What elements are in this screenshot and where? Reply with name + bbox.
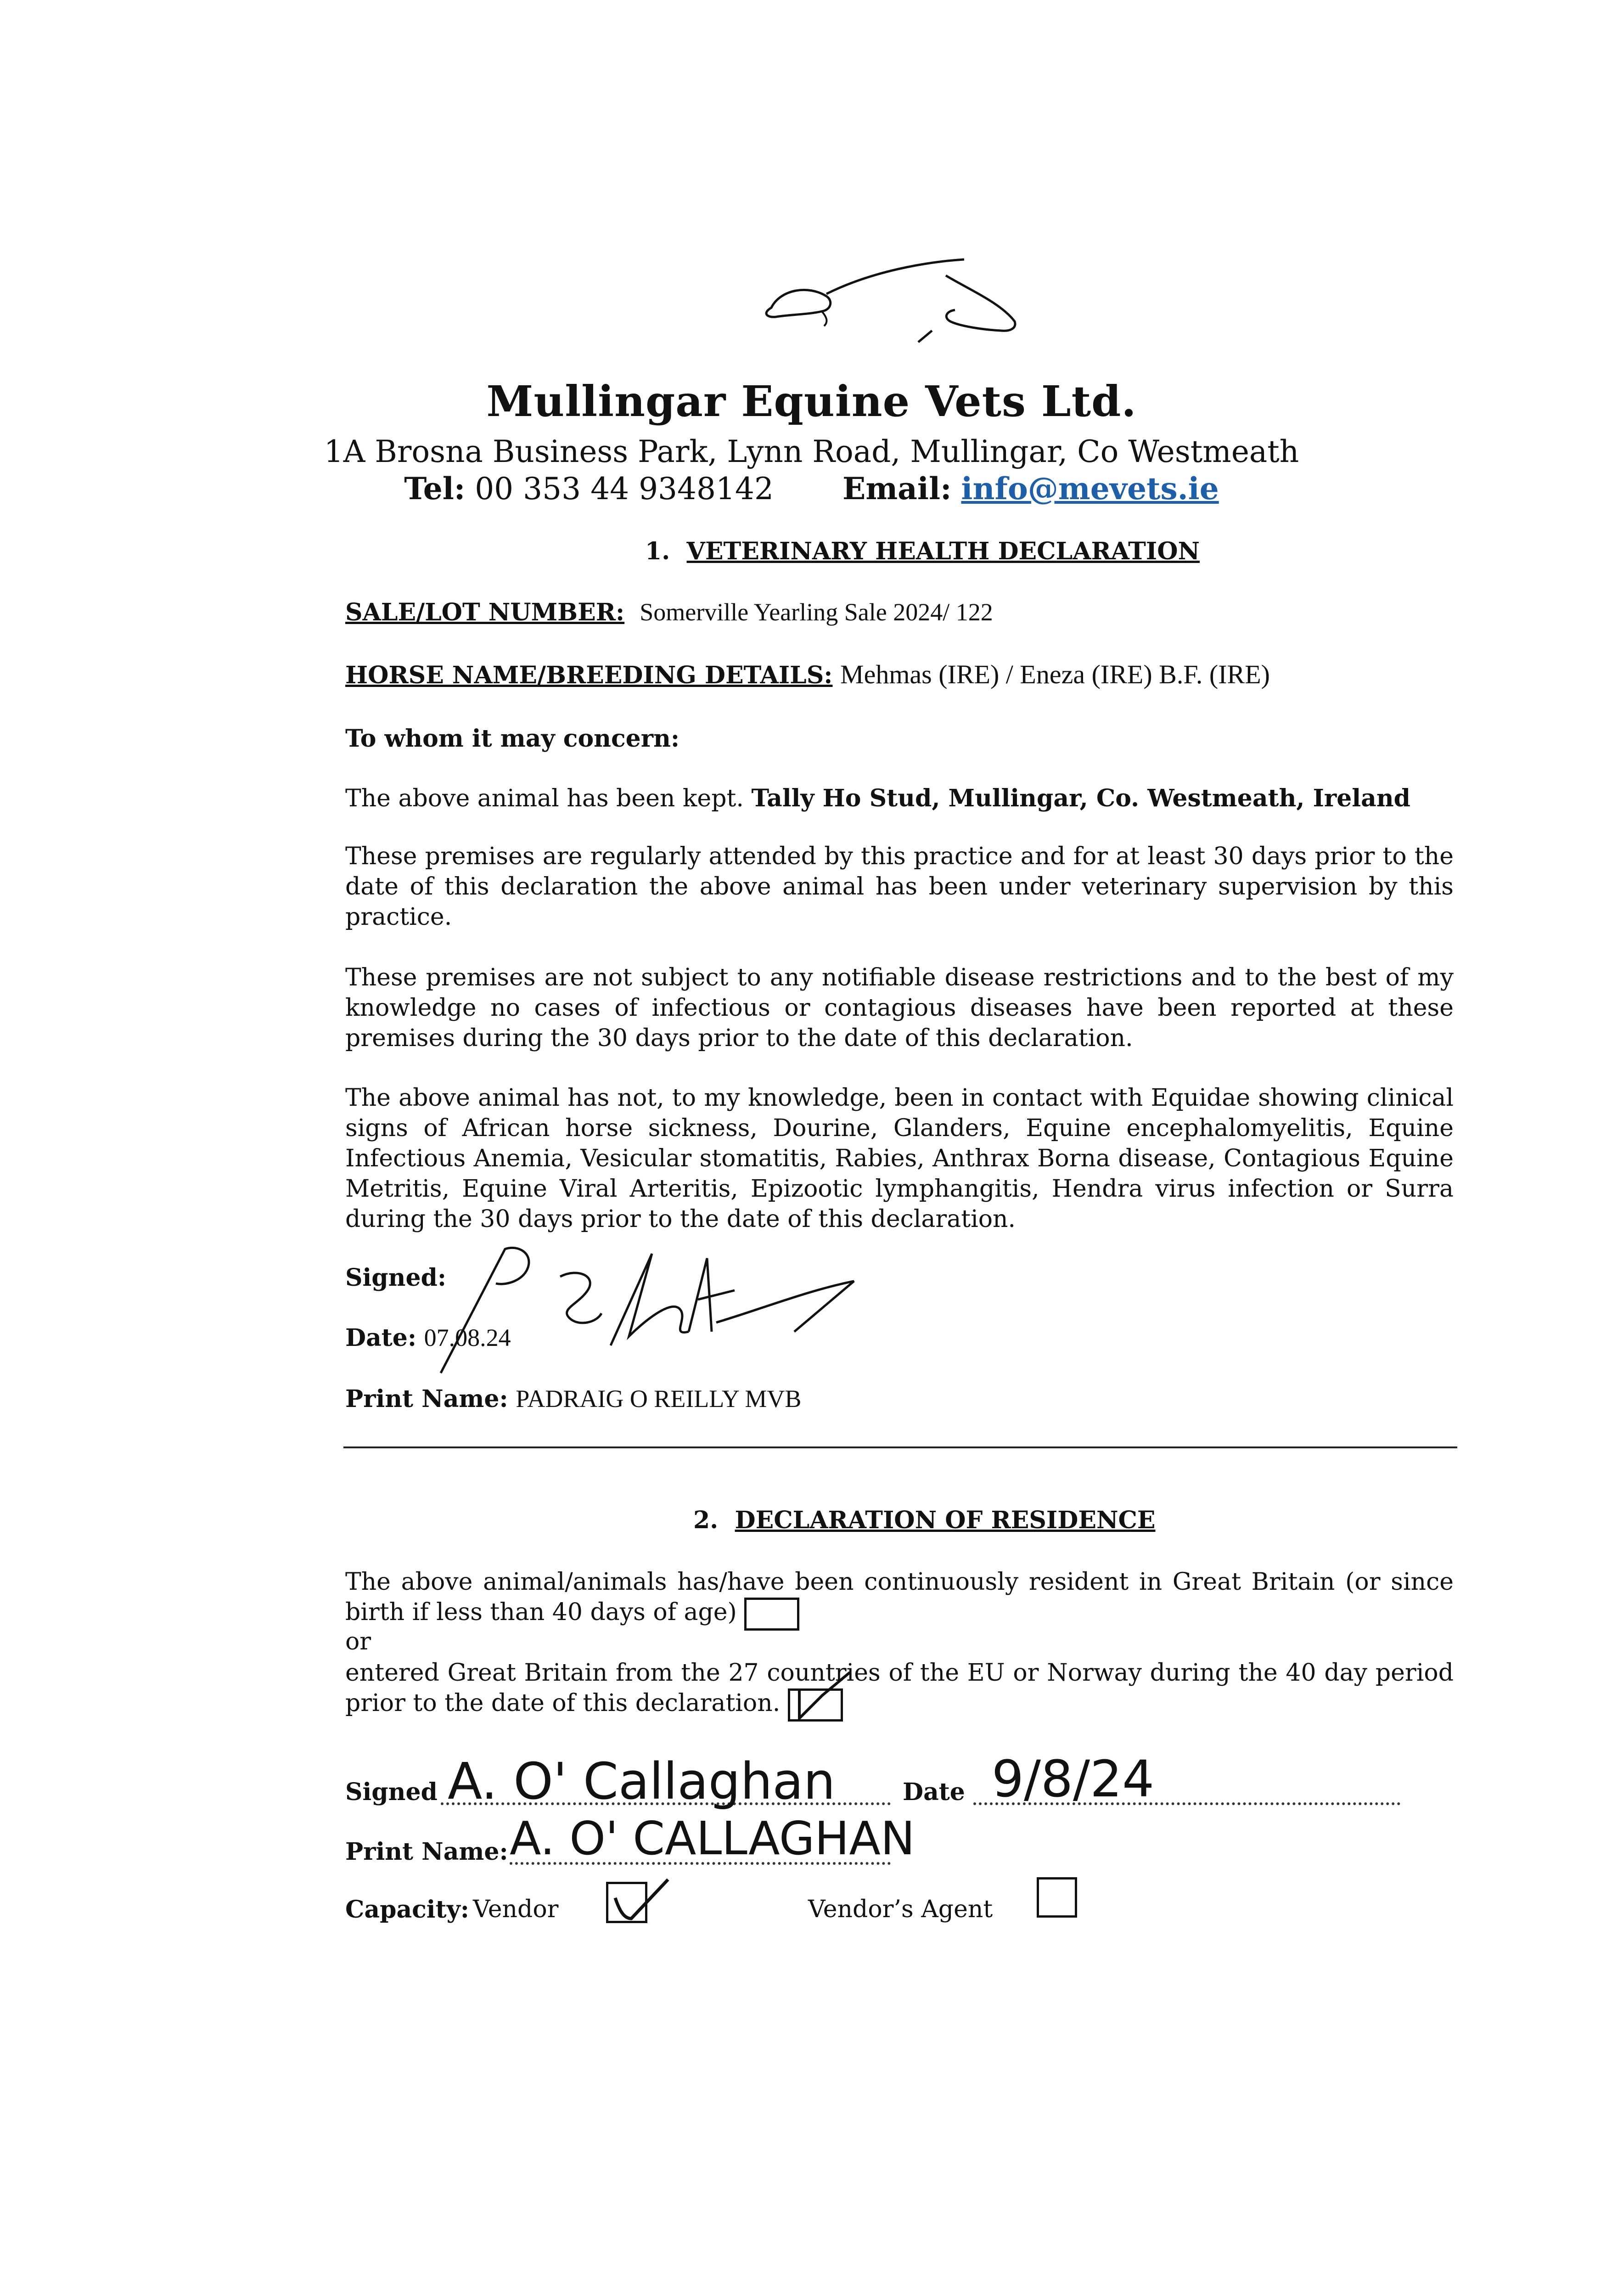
option1-text: The above animal/animals has/have been continuously resident in Great Britain (or since birth if less than 40 days of age)	[345, 1568, 1454, 1626]
vendor-signed-label: Signed	[345, 1778, 438, 1806]
vet-print-name-value: PADRAIG O REILLY MVB	[516, 1385, 802, 1412]
checkmark-icon	[786, 1654, 854, 1723]
vendor-checkbox[interactable]	[606, 1882, 647, 1923]
vendor-date-handwritten: 9/8/24	[992, 1750, 1155, 1808]
vet-print-name-label: Print Name:	[345, 1385, 508, 1413]
section1-heading	[645, 537, 1200, 565]
vendor-option-label: Vendor	[473, 1896, 559, 1923]
email-link[interactable]: info@mevets.ie	[961, 471, 1219, 506]
supervision-paragraph: These premises are regularly attended by this practice and for at least 30 days prior to the date of this declaration the above animal has been under veterinary supervision by this practice.	[345, 843, 1454, 931]
option2-text: entered Great Britain from the 27 countries of the EU or Norway during the 40 day period prior to the date of this declaration.	[345, 1659, 1454, 1717]
agent-checkbox[interactable]	[1037, 1877, 1077, 1918]
salutation: To whom it may concern:	[345, 725, 680, 753]
vet-date-label: Date:	[345, 1324, 417, 1352]
option2-checkbox[interactable]	[788, 1688, 843, 1722]
horse-logo-icon	[753, 257, 1038, 358]
sale-lot-value: Somerville Yearling Sale 2024/ 122	[640, 598, 993, 626]
residence-option2	[345, 1658, 1454, 1722]
restrictions-paragraph: These premises are not subject to any notifiable disease restrictions and to the best of my knowledge no cases of infectious or contagious diseases have been reported at these premises during the 30 days prior to the date of this declaration.	[345, 964, 1454, 1052]
sale-lot-label: SALE/LOT NUMBER:	[345, 598, 625, 626]
section2-title: DECLARATION OF RESIDENCE	[735, 1506, 1156, 1534]
residence-option1	[345, 1567, 1454, 1631]
email-label: Email:	[842, 471, 952, 506]
contact-line	[0, 471, 1623, 506]
vet-date-value: 07.08.24	[424, 1324, 511, 1351]
or-text: or	[345, 1628, 371, 1655]
checkmark-icon	[606, 1875, 670, 1930]
section1-title: VETERINARY HEALTH DECLARATION	[686, 537, 1200, 565]
vendor-print-name-handwritten: A. O' CALLAGHAN	[510, 1812, 915, 1865]
section-divider	[343, 1446, 1457, 1448]
vet-signed-label: Signed:	[345, 1264, 447, 1292]
section2-heading	[693, 1506, 1156, 1534]
kept-location: Tally Ho Stud, Mullingar, Co. Westmeath, Ireland	[751, 784, 1410, 812]
horse-label: HORSE NAME/BREEDING DETAILS:	[345, 661, 833, 689]
company-address: 1A Brosna Business Park, Lynn Road, Mullingar, Co Westmeath	[324, 434, 1299, 469]
disease-contact-paragraph: The above animal has not, to my knowledge, been in contact with Equidae showing clinical signs of African horse sickness, Dourine, Glanders, Equine encephalomyelitis, Equine Infectious Anemia, Vesicular stomatitis, Rabies, Anthrax Borna disease, Contagious Equine Metritis, Equine Viral Arteritis, Epizootic lymphangitis, Hendra virus infection or Surra during the 30 days prior to the date of this declaration.	[345, 1084, 1454, 1233]
agent-option-label: Vendor’s Agent	[808, 1896, 993, 1923]
company-name: Mullingar Equine Vets Ltd.	[486, 377, 1137, 426]
sale-lot-line	[345, 598, 993, 626]
vendor-signature-handwritten: A. O' Callaghan	[448, 1752, 836, 1811]
capacity-label: Capacity:	[345, 1896, 469, 1924]
vet-date-line	[345, 1323, 511, 1352]
section1-number: 1.	[645, 537, 670, 565]
horse-value: Mehmas (IRE) / Eneza (IRE) B.F. (IRE)	[840, 659, 1270, 689]
vendor-date-label: Date	[903, 1778, 965, 1806]
horse-line	[345, 659, 1270, 690]
kept-line	[345, 784, 1410, 812]
section2-number: 2.	[693, 1506, 719, 1534]
kept-text: The above animal has been kept.	[345, 785, 744, 812]
vendor-print-name-label: Print Name:	[345, 1838, 508, 1866]
tel-value: 00 353 44 9348142	[475, 471, 774, 506]
option1-checkbox[interactable]	[744, 1598, 799, 1631]
vet-print-name-line	[345, 1384, 801, 1413]
tel-label: Tel:	[404, 471, 466, 506]
vet-signature	[413, 1240, 872, 1378]
